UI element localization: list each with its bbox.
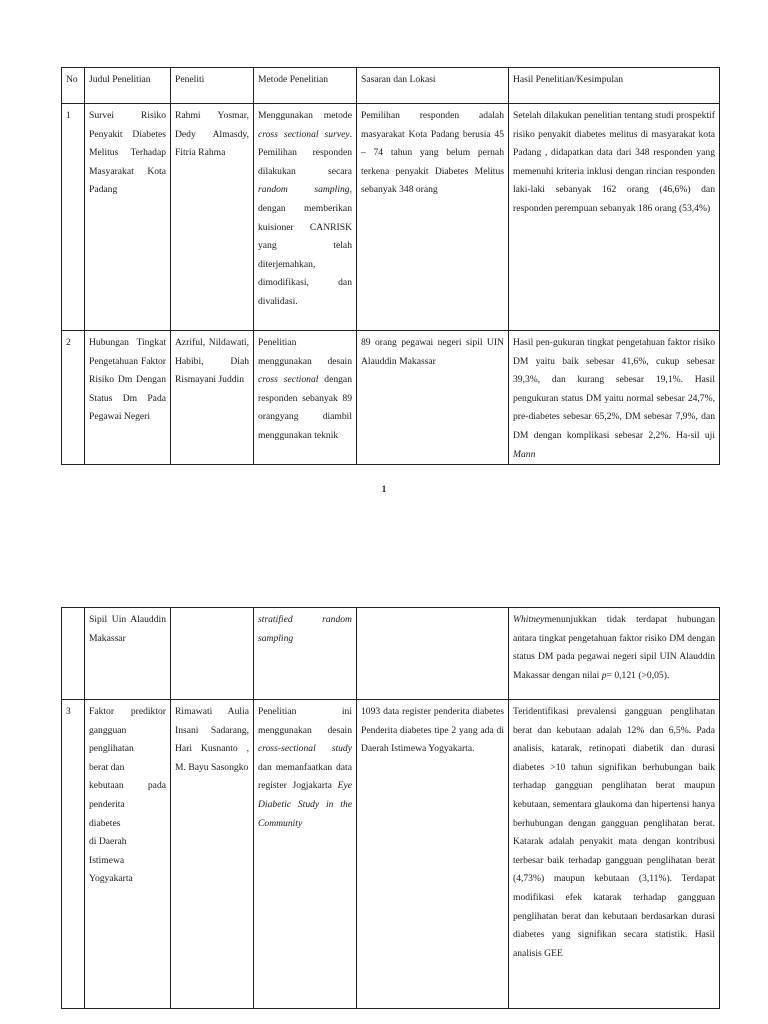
hasil-text: = 0,121 (>0,05). (606, 669, 670, 681)
metode-text: , dengan memberikan kuisioner CANRISK yang telah diterjemahkan, dimodifikasi, dan divalidasi. (258, 184, 352, 307)
cell-hasil: Teridentifikasi prevalensi gangguan penglihatan berat dan kebutaan adalah 12% dan 6,5%. Pada analisis, katarak, retinopati diabetik dan durasi diabetes >10 tahun signifikan berhubungan baik terhadap gangguan penglihatan berat maupun kebutaan, sementara glaukoma dan hipertensi hanya berhubungan dengan gangguan penglihatan berat. Katarak adalah penyakit mata dengan kontribusi terbesar baik terhadap gangguan penglihatan berat (4,73%) maupun kebutaan (3,11%). Terdapat modifikasi efek katarak terhadap gangguan penglihatan berat dan kebutaan berdasarkan durasi diabetes yang signifikan secara statistik. Hasil analisis GEE (509, 700, 720, 1009)
judul-line: Faktor prediktor gangguan penglihatan (89, 706, 166, 755)
cell-peneliti: Rimawati Aulia Insani Sadarang, Hari Kusnanto , M. Bayu Sasongko (171, 700, 254, 1009)
hasil-italic-text: Whitney (513, 614, 545, 625)
cell-no: 1 (62, 104, 85, 331)
research-table-page-2 (61, 607, 720, 1009)
judul-line: kebutaan pada penderita (89, 780, 166, 810)
metode-text: dengan responden sebanyak 89 orangyang diambil menggunakan teknik (258, 374, 352, 441)
cell-sasaran: Pemilihan responden adalah masyarakat Kota Padang berusia 45 – 74 tahun yang belum pernah terkena penyakit Diabetes Melitus sebanyak 348 orang (357, 104, 509, 331)
page-number: 1 (381, 484, 387, 494)
cell-sasaran: 1093 data register penderita diabetes Penderita diabetes tipe 2 yang ada di Daerah Istimewa Yogyakarta. (357, 700, 509, 1009)
cell-judul (85, 700, 171, 1009)
cell-peneliti (171, 608, 254, 700)
cell-metode (254, 700, 357, 1009)
cell-no (62, 608, 85, 700)
metode-text: Penelitian menggunakan desain (258, 337, 352, 367)
cell-peneliti: Rahmi Yosmar, Dedy Almasdy, Fitria Rahma (171, 104, 254, 331)
cell-judul: Sipil Uin Alauddin Makassar (85, 608, 171, 700)
judul-line: berat dan (89, 761, 125, 773)
cell-judul: Survei Risiko Penyakit Diabetes Melitus Terhadap Masyarakat Kota Padang (85, 104, 171, 331)
header-sasaran-lokasi: Sasaran dan Lokasi (357, 68, 509, 104)
metode-italic-text: cross-sectional study (258, 743, 352, 755)
metode-italic-text: cross sectional survey (258, 128, 350, 140)
hasil-italic-text: p (601, 669, 607, 681)
hasil-text: menunjukkan tidak terdapat hubungan antara tingkat pengetahuan faktor risiko DM dengan status DM pada pegawai negeri sipil UIN Alauddin Makassar dengan nilai (513, 614, 715, 681)
header-no: No (62, 68, 85, 104)
cell-no: 2 (62, 331, 85, 465)
metode-text: . Pemilihan responden dilakukan secara (258, 128, 352, 177)
cell-metode (254, 331, 357, 465)
cell-hasil (509, 331, 720, 465)
cell-hasil (509, 608, 720, 700)
hasil-italic-text: Mann (513, 448, 536, 460)
metode-text: Menggunakan metode (258, 110, 352, 121)
judul-line: Yogyakarta (89, 873, 133, 885)
header-metode-penelitian: Metode Penelitian (254, 68, 357, 104)
metode-text: Penelitian ini menggunakan desain (258, 706, 352, 736)
metode-italic-text: random sampling (258, 184, 350, 196)
header-judul-penelitian: Judul Penelitian (85, 68, 171, 104)
cell-judul: Hubungan Tingkat Pengetahuan Faktor Risiko Dm Dengan Status Dm Pada Pegawai Negeri (85, 331, 171, 465)
cell-hasil: Setelah dilakukan penelitian tentang studi prospektif risiko penyakit diabetes melitus di masyarakat kota Padang , didapatkan data dari 348 responden yang memenuhi kriteria inklusi dengan rincian responden laki-laki sebanyak 162 orang (46,6%) dan responden perempuan sebanyak 186 orang (53,4%) (509, 104, 720, 331)
header-peneliti: Peneliti (171, 68, 254, 104)
table-row (62, 104, 720, 331)
hasil-text: Hasil pen-gukuran tingkat pengetahuan faktor risiko DM yaitu baik sebesar 41,6%, cukup sebesar 39,3%, dan kurang sebesar 19,1%. Hasil pengukuran status DM yaitu normal sebesar 24,7%, pre-diabetes sebesar 65,2%, DM sebesar 7,9%, dan DM dengan komplikasi sebesar 2,2%. Ha-sil uji (513, 337, 715, 441)
table-row (62, 331, 720, 465)
table-row (62, 608, 720, 700)
metode-text: dan memanfaatkan data register Jogjakarta (258, 761, 352, 792)
judul-line: diabetes (89, 817, 121, 829)
metode-italic-text: stratified random sampling (258, 614, 352, 644)
cell-metode (254, 104, 357, 331)
cell-no: 3 (62, 700, 85, 1009)
cell-peneliti: Azriful, Nildawati, Habibi, Diah Rismayani Juddin (171, 331, 254, 465)
table-row (62, 700, 720, 1009)
metode-italic-text: cross sectional (258, 374, 319, 386)
cell-metode (254, 608, 357, 700)
judul-line: Istimewa (89, 854, 125, 866)
research-table-page-1 (61, 67, 720, 465)
judul-line: di Daerah (89, 836, 127, 848)
header-hasil-penelitian: Hasil Penelitian/Kesimpulan (509, 68, 720, 104)
cell-sasaran (357, 608, 509, 700)
metode-italic-text: Eye Diabetic Study in the Community (258, 780, 352, 829)
table-header-row (62, 68, 720, 104)
cell-sasaran: 89 orang pegawai negeri sipil UIN Alauddin Makassar (357, 331, 509, 465)
